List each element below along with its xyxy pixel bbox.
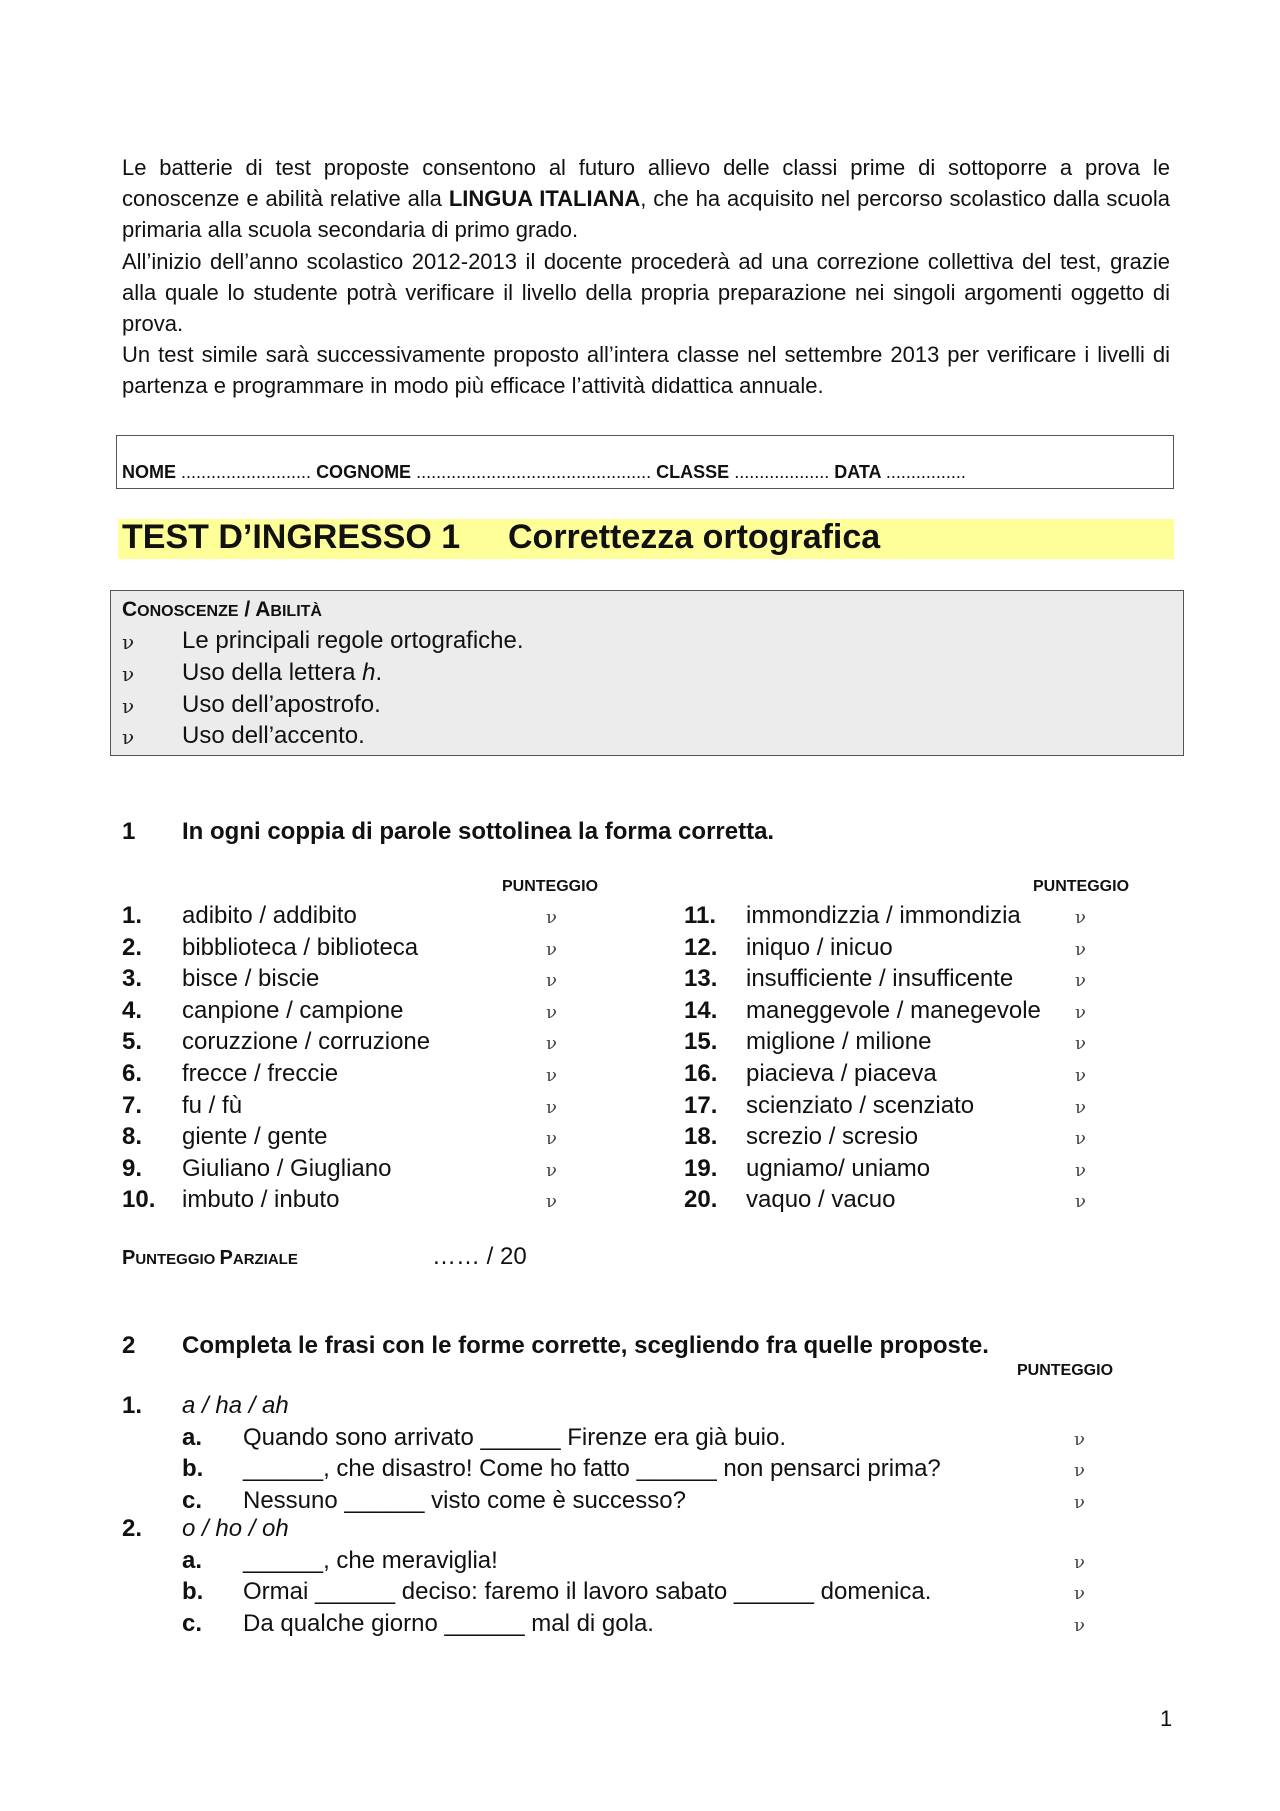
- bullet-icon: ν: [122, 662, 135, 686]
- data-label: DATA: [834, 462, 881, 482]
- word-pair[interactable]: fu / fù: [182, 1091, 243, 1119]
- score-check-icon[interactable]: ν: [1074, 1583, 1085, 1604]
- knowledge-item: Uso della lettera h.: [182, 659, 383, 686]
- score-check-icon[interactable]: ν: [546, 907, 557, 928]
- score-check-icon[interactable]: ν: [1075, 1191, 1086, 1213]
- item-number: 9.: [122, 1154, 143, 1182]
- subject-name: LINGUA ITALIANA: [448, 186, 641, 212]
- item-number: 14.: [684, 996, 718, 1024]
- item-number: 20.: [684, 1186, 718, 1214]
- intro-text: [122, 152, 1170, 402]
- item-number: 4.: [122, 996, 143, 1024]
- item-number: 17.: [684, 1091, 718, 1119]
- item-number: 16.: [684, 1060, 718, 1087]
- score-check-icon[interactable]: ν: [1075, 1159, 1086, 1181]
- knowledge-item: Uso dell’accento.: [182, 722, 365, 749]
- sentence-letter: a.: [182, 1423, 203, 1451]
- sentence-letter: c.: [182, 1609, 203, 1637]
- intro-paragraph-1: Le batterie di test proposte consentono al futuro allievo delle classi prime di sottoporre a prova le conoscenze e abilità relative alla LINGUA ITALIANA, che ha acquisito nel percorso scolastico dalla scuola primaria alla scuola secondaria di primo grado.: [122, 155, 1170, 243]
- test-subject: Correttezza ortografica: [508, 518, 881, 556]
- item-number: 15.: [684, 1028, 718, 1056]
- cognome-field[interactable]: ...............................................: [416, 462, 652, 482]
- question-2-number: 2: [122, 1332, 136, 1359]
- bullet-icon: ν: [122, 725, 135, 749]
- word-pair[interactable]: bisce / biscie: [182, 965, 320, 993]
- word-pair[interactable]: bibblioteca / biblioteca: [182, 933, 419, 961]
- classe-field[interactable]: ...................: [734, 462, 830, 482]
- classe-label: CLASSE: [656, 462, 730, 482]
- score-header-q2: PUNTEGGIO: [1017, 1362, 1114, 1379]
- knowledge-item: Uso dell’apostrofo.: [182, 691, 381, 718]
- score-check-icon[interactable]: ν: [546, 1159, 557, 1181]
- intro-paragraph-3: Un test simile sarà successivamente proposto all’intera classe nel settembre 2013 per verificare i livelli di partenza e programmare in modo più efficace l’attività didattica annuale.: [122, 342, 1170, 399]
- item-number: 13.: [684, 965, 718, 993]
- group-number: 2.: [122, 1515, 143, 1542]
- item-number: 5.: [122, 1028, 143, 1056]
- intro-paragraph-2: All’inizio dell’anno scolastico 2012-2013 il docente procederà ad una correzione collettiva del test, grazie alla quale lo studente potrà verificare il livello della propria preparazione nei singoli argomenti oggetto di prova.: [122, 248, 1170, 337]
- item-number: 1.: [122, 902, 143, 929]
- data-field[interactable]: ................: [885, 462, 966, 482]
- sentence-letter: c.: [182, 1486, 203, 1514]
- item-number: 3.: [122, 965, 143, 993]
- score-check-icon[interactable]: ν: [1074, 1460, 1085, 1481]
- score-check-icon[interactable]: ν: [1075, 1065, 1086, 1086]
- sentence-letter: b.: [182, 1455, 204, 1482]
- question-1-number: 1: [122, 818, 136, 845]
- score-check-icon[interactable]: ν: [546, 1191, 557, 1213]
- score-check-icon[interactable]: ν: [1075, 1001, 1086, 1023]
- sentence-letter: b.: [182, 1578, 204, 1605]
- sentence-with-blanks[interactable]: ______, che disastro! Come ho fatto ______ non pensarci prima?: [243, 1455, 941, 1482]
- word-pair[interactable]: vaquo / vacuo: [746, 1186, 896, 1214]
- question-1-instruction: In ogni coppia di parole sottolinea la forma corretta.: [182, 818, 775, 845]
- item-number: 7.: [122, 1091, 143, 1119]
- word-pair[interactable]: frecce / freccie: [182, 1060, 339, 1087]
- item-number: 6.: [122, 1060, 143, 1087]
- item-number: 11.: [684, 902, 717, 929]
- word-pair[interactable]: giente / gente: [182, 1123, 328, 1151]
- group-options: o / ho / oh: [182, 1515, 289, 1542]
- test-label: TEST D’INGRESSO 1: [122, 518, 461, 556]
- sentence-with-blanks[interactable]: Nessuno ______ visto come è successo?: [243, 1486, 686, 1514]
- page-number: 1: [1160, 1706, 1173, 1731]
- score-check-icon[interactable]: ν: [1074, 1614, 1085, 1636]
- group-number: 1.: [122, 1392, 143, 1419]
- word-pair[interactable]: canpione / campione: [182, 996, 404, 1024]
- score-check-icon[interactable]: ν: [1075, 970, 1086, 992]
- word-pair[interactable]: screzio / scresio: [746, 1123, 919, 1151]
- word-pair[interactable]: imbuto / inbuto: [182, 1186, 340, 1214]
- bullet-icon: ν: [122, 630, 135, 654]
- word-pair[interactable]: adibito / addibito: [182, 902, 357, 929]
- score-check-icon[interactable]: ν: [1075, 907, 1086, 928]
- word-pair[interactable]: iniquo / inicuo: [746, 933, 893, 961]
- question-2-instruction: Completa le frasi con le forme corrette, scegliendo fra quelle proposte.: [182, 1332, 989, 1359]
- nome-field[interactable]: ..........................: [181, 462, 312, 482]
- item-number: 12.: [684, 933, 718, 961]
- item-number: 10.: [122, 1186, 156, 1214]
- score-check-icon[interactable]: ν: [1075, 1128, 1086, 1150]
- sentence-with-blanks[interactable]: ______, che meraviglia!: [243, 1546, 498, 1574]
- word-pair[interactable]: immondizzia / immondizia: [746, 902, 1021, 929]
- item-number: 18.: [684, 1123, 718, 1151]
- score-check-icon[interactable]: ν: [1075, 1096, 1086, 1118]
- knowledge-item: Le principali regole ortografiche.: [182, 627, 524, 654]
- score-check-icon[interactable]: ν: [1075, 938, 1086, 960]
- item-number: 8.: [122, 1123, 143, 1151]
- word-pair[interactable]: maneggevole / manegevole: [746, 996, 1041, 1024]
- word-pair[interactable]: Giuliano / Giugliano: [182, 1154, 392, 1182]
- score-header-right: PUNTEGGIO: [1033, 878, 1130, 895]
- sentence-letter: a.: [182, 1546, 203, 1574]
- knowledge-heading: CONOSCENZE / ABILITÀ: [122, 598, 322, 621]
- score-check-icon[interactable]: ν: [1074, 1428, 1085, 1450]
- bullet-icon: ν: [122, 694, 135, 718]
- word-pair[interactable]: miglione / milione: [746, 1028, 932, 1056]
- cognome-label: COGNOME: [316, 462, 412, 482]
- item-number: 2.: [122, 933, 143, 961]
- score-check-icon[interactable]: ν: [546, 1096, 557, 1118]
- score-check-icon[interactable]: ν: [546, 1033, 557, 1055]
- sentence-with-blanks[interactable]: Ormai ______ deciso: faremo il lavoro sabato ______ domenica.: [243, 1578, 932, 1605]
- sentence-with-blanks[interactable]: Quando sono arrivato ______ Firenze era già buio.: [243, 1423, 787, 1451]
- item-number: 19.: [684, 1154, 718, 1182]
- word-pair[interactable]: piacieva / piaceva: [746, 1060, 937, 1087]
- score-check-icon[interactable]: ν: [546, 1065, 557, 1086]
- score-check-icon[interactable]: ν: [1075, 1033, 1086, 1055]
- score-check-icon[interactable]: ν: [546, 1001, 557, 1023]
- score-check-icon[interactable]: ν: [546, 938, 557, 960]
- score-header-left: PUNTEGGIO: [502, 878, 599, 895]
- score-check-icon[interactable]: ν: [1074, 1551, 1085, 1573]
- sentence-with-blanks[interactable]: Da qualche giorno ______ mal di gola.: [243, 1609, 654, 1637]
- score-check-icon[interactable]: ν: [546, 1128, 557, 1150]
- score-check-icon[interactable]: ν: [1074, 1491, 1085, 1513]
- partial-score-label: PUNTEGGIO PARZIALE: [122, 1247, 298, 1269]
- student-info-line: [122, 462, 966, 483]
- score-check-icon[interactable]: ν: [546, 970, 557, 992]
- group-options: a / ha / ah: [182, 1392, 289, 1419]
- word-pair[interactable]: coruzzione / corruzione: [182, 1028, 431, 1056]
- word-pair[interactable]: ugniamo/ uniamo: [746, 1154, 931, 1182]
- word-pair[interactable]: scienziato / scenziato: [746, 1091, 975, 1119]
- partial-score-value[interactable]: …… / 20: [432, 1243, 527, 1270]
- word-pair[interactable]: insufficiente / insufficente: [746, 965, 1014, 993]
- nome-label: NOME: [122, 462, 176, 482]
